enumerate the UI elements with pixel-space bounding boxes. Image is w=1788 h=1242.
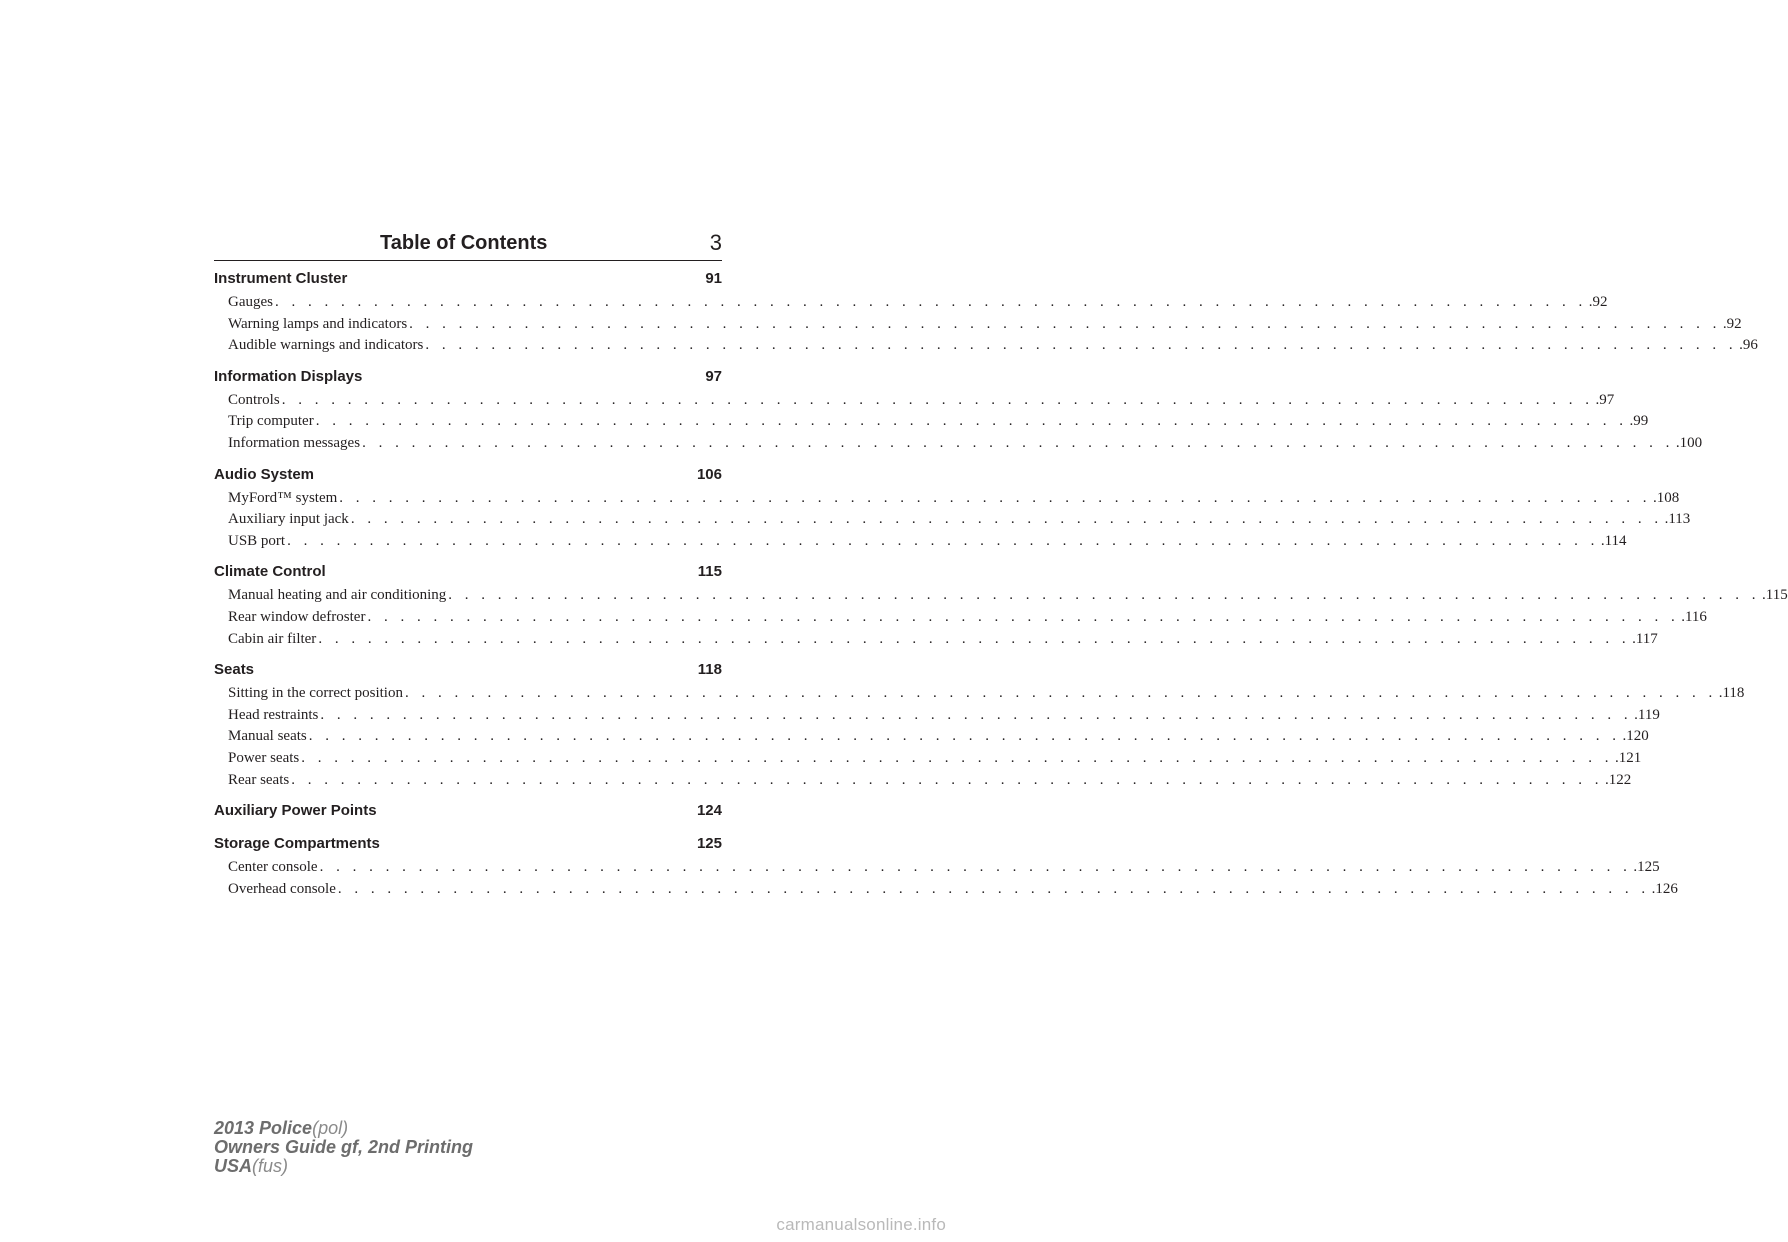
dot-leader: . . . . . . . . . . . . . . . . . . . . . . . . . . . . . . . . . . . . . . . . . . . . . . . . . . . . . . . . . . . . . . . . . . . . . . . . . . . . . . . . — [318, 630, 1631, 647]
dot-leader: . . . . . . . . . . . . . . . . . . . . . . . . . . . . . . . . . . . . . . . . . . . . . . . . . . . . . . . . . . . . . . . . . . . . . . . . . . . . . . . . — [315, 413, 1628, 430]
entry-label: USB port — [228, 532, 286, 549]
section-title: Auxiliary Power Points — [214, 802, 377, 820]
entry-label: Overhead console — [228, 880, 336, 897]
entry-page: .100 — [1675, 434, 1703, 451]
toc-entry[interactable] — [214, 411, 1649, 433]
toc-entry[interactable] — [214, 390, 1615, 412]
page-number: 3 — [709, 230, 722, 255]
dot-leader: . . . . . . . . . . . . . . . . . . . . . . . . . . . . . . . . . . . . . . . . . . . . . . . . . . . . . . . . . . . . . . . . . . . . . . . . . . . . . . . . — [319, 859, 1632, 876]
toc-section — [214, 559, 1788, 650]
entry-page: .97 — [1595, 391, 1615, 408]
section-page: 106 — [696, 465, 722, 483]
toc-section-heading[interactable] — [214, 266, 722, 292]
dot-leader: . . . . . . . . . . . . . . . . . . . . . . . . . . . . . . . . . . . . . . . . . . . . . . . . . . . . . . . . . . . . . . . . . . . . . . . . . . . . . . . . — [275, 294, 1587, 310]
entry-page: .108 — [1653, 489, 1680, 506]
entry-page: .96 — [1739, 337, 1758, 354]
dot-leader: . . . . . . . . . . . . . . . . . . . . . . . . . . . . . . . . . . . . . . . . . . . . . . . . . . . . . . . . . . . . . . . . . . . . . . . . . . . . . . . . — [367, 608, 1680, 625]
toc-section-heading[interactable] — [214, 798, 722, 824]
section-title: Audio System — [214, 465, 315, 483]
entry-label: Rear window defroster — [228, 608, 366, 625]
footer — [214, 1119, 473, 1176]
toc-entry[interactable] — [214, 335, 1758, 357]
toc-entry[interactable] — [214, 314, 1742, 336]
dot-leader: . . . . . . . . . . . . . . . . . . . . . . . . . . . . . . . . . . . . . . . . . . . . . . . . . . . . . . . . . . . . . . . . . . . . . . . . . . . . . . . . — [281, 391, 1594, 408]
toc-entry[interactable] — [214, 683, 1745, 705]
dot-leader: . . . . . . . . . . . . . . . . . . . . . . . . . . . . . . . . . . . . . . . . . . . . . . . . . . . . . . . . . . . . . . . . . . . . . . . . . . . . . . . . — [287, 532, 1599, 549]
entry-label: Information messages — [228, 434, 361, 451]
toc-section-heading[interactable] — [214, 364, 722, 390]
toc-section — [214, 462, 1691, 553]
toc-entry[interactable] — [214, 488, 1680, 510]
entry-page: .121 — [1615, 749, 1642, 766]
entry-label: Cabin air filter — [228, 630, 317, 647]
toc-entry[interactable] — [214, 705, 1660, 727]
page-header — [214, 230, 722, 261]
page-title: Table of Contents — [380, 232, 548, 254]
section-title: Instrument Cluster — [214, 270, 348, 287]
entry-page: .114 — [1600, 532, 1627, 549]
entry-page: .113 — [1664, 511, 1691, 528]
section-page: 125 — [696, 835, 722, 853]
entry-page: .115 — [1762, 587, 1788, 604]
footer-region-code: (fus) — [252, 1156, 289, 1176]
entry-label: Power seats — [228, 749, 300, 766]
table-of-contents — [214, 266, 1788, 907]
watermark[interactable]: carmanualsonline.info — [776, 1215, 946, 1234]
entry-label: Controls — [228, 391, 280, 408]
entry-label: Gauges — [228, 294, 273, 310]
entry-page: .92 — [1588, 294, 1608, 310]
dot-leader: . . . . . . . . . . . . . . . . . . . . . . . . . . . . . . . . . . . . . . . . . . . . . . . . . . . . . . . . . . . . . . . . . . . . . . . . . . . . . . . . — [337, 880, 1650, 897]
entry-page: .116 — [1681, 608, 1707, 625]
section-title: Seats — [214, 661, 255, 679]
toc-entry[interactable] — [214, 509, 1691, 531]
entry-page: .117 — [1632, 630, 1658, 647]
section-page: 124 — [696, 802, 722, 820]
toc-entry[interactable] — [214, 531, 1627, 553]
entry-label: Sitting in the correct position — [228, 685, 403, 702]
entry-page: .122 — [1604, 771, 1632, 788]
entry-label: Manual seats — [228, 728, 307, 745]
toc-entry[interactable] — [214, 629, 1658, 651]
section-page: 97 — [705, 367, 722, 385]
toc-section — [214, 798, 722, 824]
toc-entry[interactable] — [214, 770, 1632, 792]
toc-entry[interactable] — [214, 879, 1678, 901]
entry-page: .119 — [1634, 706, 1660, 723]
toc-entry[interactable] — [214, 292, 1608, 314]
dot-leader: . . . . . . . . . . . . . . . . . . . . . . . . . . . . . . . . . . . . . . . . . . . . . . . . . . . . . . . . . . . . . . . . . . . . . . . . . . . . . . . . — [350, 511, 1663, 528]
toc-entry[interactable] — [214, 433, 1703, 455]
dot-leader: . . . . . . . . . . . . . . . . . . . . . . . . . . . . . . . . . . . . . . . . . . . . . . . . . . . . . . . . . . . . . . . . . . . . . . . . . . . . . . . . — [448, 587, 1761, 604]
footer-region: USA — [214, 1156, 253, 1176]
entry-page: .120 — [1622, 728, 1649, 745]
dot-leader: . . . . . . . . . . . . . . . . . . . . . . . . . . . . . . . . . . . . . . . . . . . . . . . . . . . . . . . . . . . . . . . . . . . . . . . . . . . . . . . . — [301, 749, 1613, 766]
dot-leader: . . . . . . . . . . . . . . . . . . . . . . . . . . . . . . . . . . . . . . . . . . . . . . . . . . . . . . . . . . . . . . . . . . . . . . . . . . . . . . . . — [425, 337, 1738, 354]
toc-section-heading[interactable] — [214, 831, 722, 857]
entry-page: .92 — [1722, 315, 1742, 332]
dot-leader: . . . . . . . . . . . . . . . . . . . . . . . . . . . . . . . . . . . . . . . . . . . . . . . . . . . . . . . . . . . . . . . . . . . . . . . . . . . . . . . . — [308, 728, 1621, 745]
entry-label: Auxiliary input jack — [228, 511, 349, 528]
entry-page: .118 — [1718, 685, 1745, 702]
toc-section-heading[interactable] — [214, 462, 722, 488]
footer-guide: Owners Guide gf, 2nd Printing — [214, 1137, 474, 1157]
toc-entry[interactable] — [214, 857, 1660, 879]
section-title: Information Displays — [214, 367, 363, 385]
footer-model-code: (pol) — [312, 1118, 349, 1138]
toc-entry[interactable] — [214, 607, 1707, 629]
dot-leader: . . . . . . . . . . . . . . . . . . . . . . . . . . . . . . . . . . . . . . . . . . . . . . . . . . . . . . . . . . . . . . . . . . . . . . . . . . . . . . . . — [404, 685, 1717, 702]
section-page: 115 — [697, 563, 722, 581]
toc-section-heading[interactable] — [214, 559, 722, 585]
entry-page: .125 — [1633, 859, 1660, 876]
dot-leader: . . . . . . . . . . . . . . . . . . . . . . . . . . . . . . . . . . . . . . . . . . . . . . . . . . . . . . . . . . . . . . . . . . . . . . . . . . . . . . . . — [409, 315, 1721, 332]
toc-entry[interactable] — [214, 726, 1649, 748]
entry-label: Trip computer — [228, 413, 314, 430]
toc-section — [214, 364, 1703, 455]
toc-entry[interactable] — [214, 585, 1788, 607]
dot-leader: . . . . . . . . . . . . . . . . . . . . . . . . . . . . . . . . . . . . . . . . . . . . . . . . . . . . . . . . . . . . . . . . . . . . . . . . . . . . . . . . — [339, 489, 1652, 506]
section-title: Storage Compartments — [214, 835, 380, 853]
section-title: Climate Control — [214, 563, 326, 581]
toc-section — [214, 657, 1745, 791]
entry-label: Center console — [228, 859, 318, 876]
entry-page: .126 — [1651, 880, 1678, 897]
section-page: 118 — [697, 661, 722, 679]
toc-entry[interactable] — [214, 748, 1642, 770]
entry-label: Head restraints — [228, 706, 319, 723]
dot-leader: . . . . . . . . . . . . . . . . . . . . . . . . . . . . . . . . . . . . . . . . . . . . . . . . . . . . . . . . . . . . . . . . . . . . . . . . . . . . . . . . — [320, 706, 1633, 723]
entry-label: Warning lamps and indicators — [228, 315, 408, 332]
footer-model: 2013 Police — [214, 1118, 313, 1138]
toc-section — [214, 266, 1758, 357]
dot-leader: . . . . . . . . . . . . . . . . . . . . . . . . . . . . . . . . . . . . . . . . . . . . . . . . . . . . . . . . . . . . . . . . . . . . . . . . . . . . . . . . — [291, 771, 1603, 788]
entry-label: Manual heating and air conditioning — [228, 587, 447, 604]
entry-label: MyFord™ system — [228, 489, 338, 506]
entry-label: Audible warnings and indicators — [228, 337, 424, 354]
section-page: 91 — [705, 270, 722, 287]
entry-label: Rear seats — [228, 771, 290, 788]
entry-page: .99 — [1629, 413, 1649, 430]
toc-section-heading[interactable] — [214, 657, 722, 683]
dot-leader: . . . . . . . . . . . . . . . . . . . . . . . . . . . . . . . . . . . . . . . . . . . . . . . . . . . . . . . . . . . . . . . . . . . . . . . . . . . . . . . . — [362, 434, 1674, 451]
toc-section — [214, 831, 1678, 900]
